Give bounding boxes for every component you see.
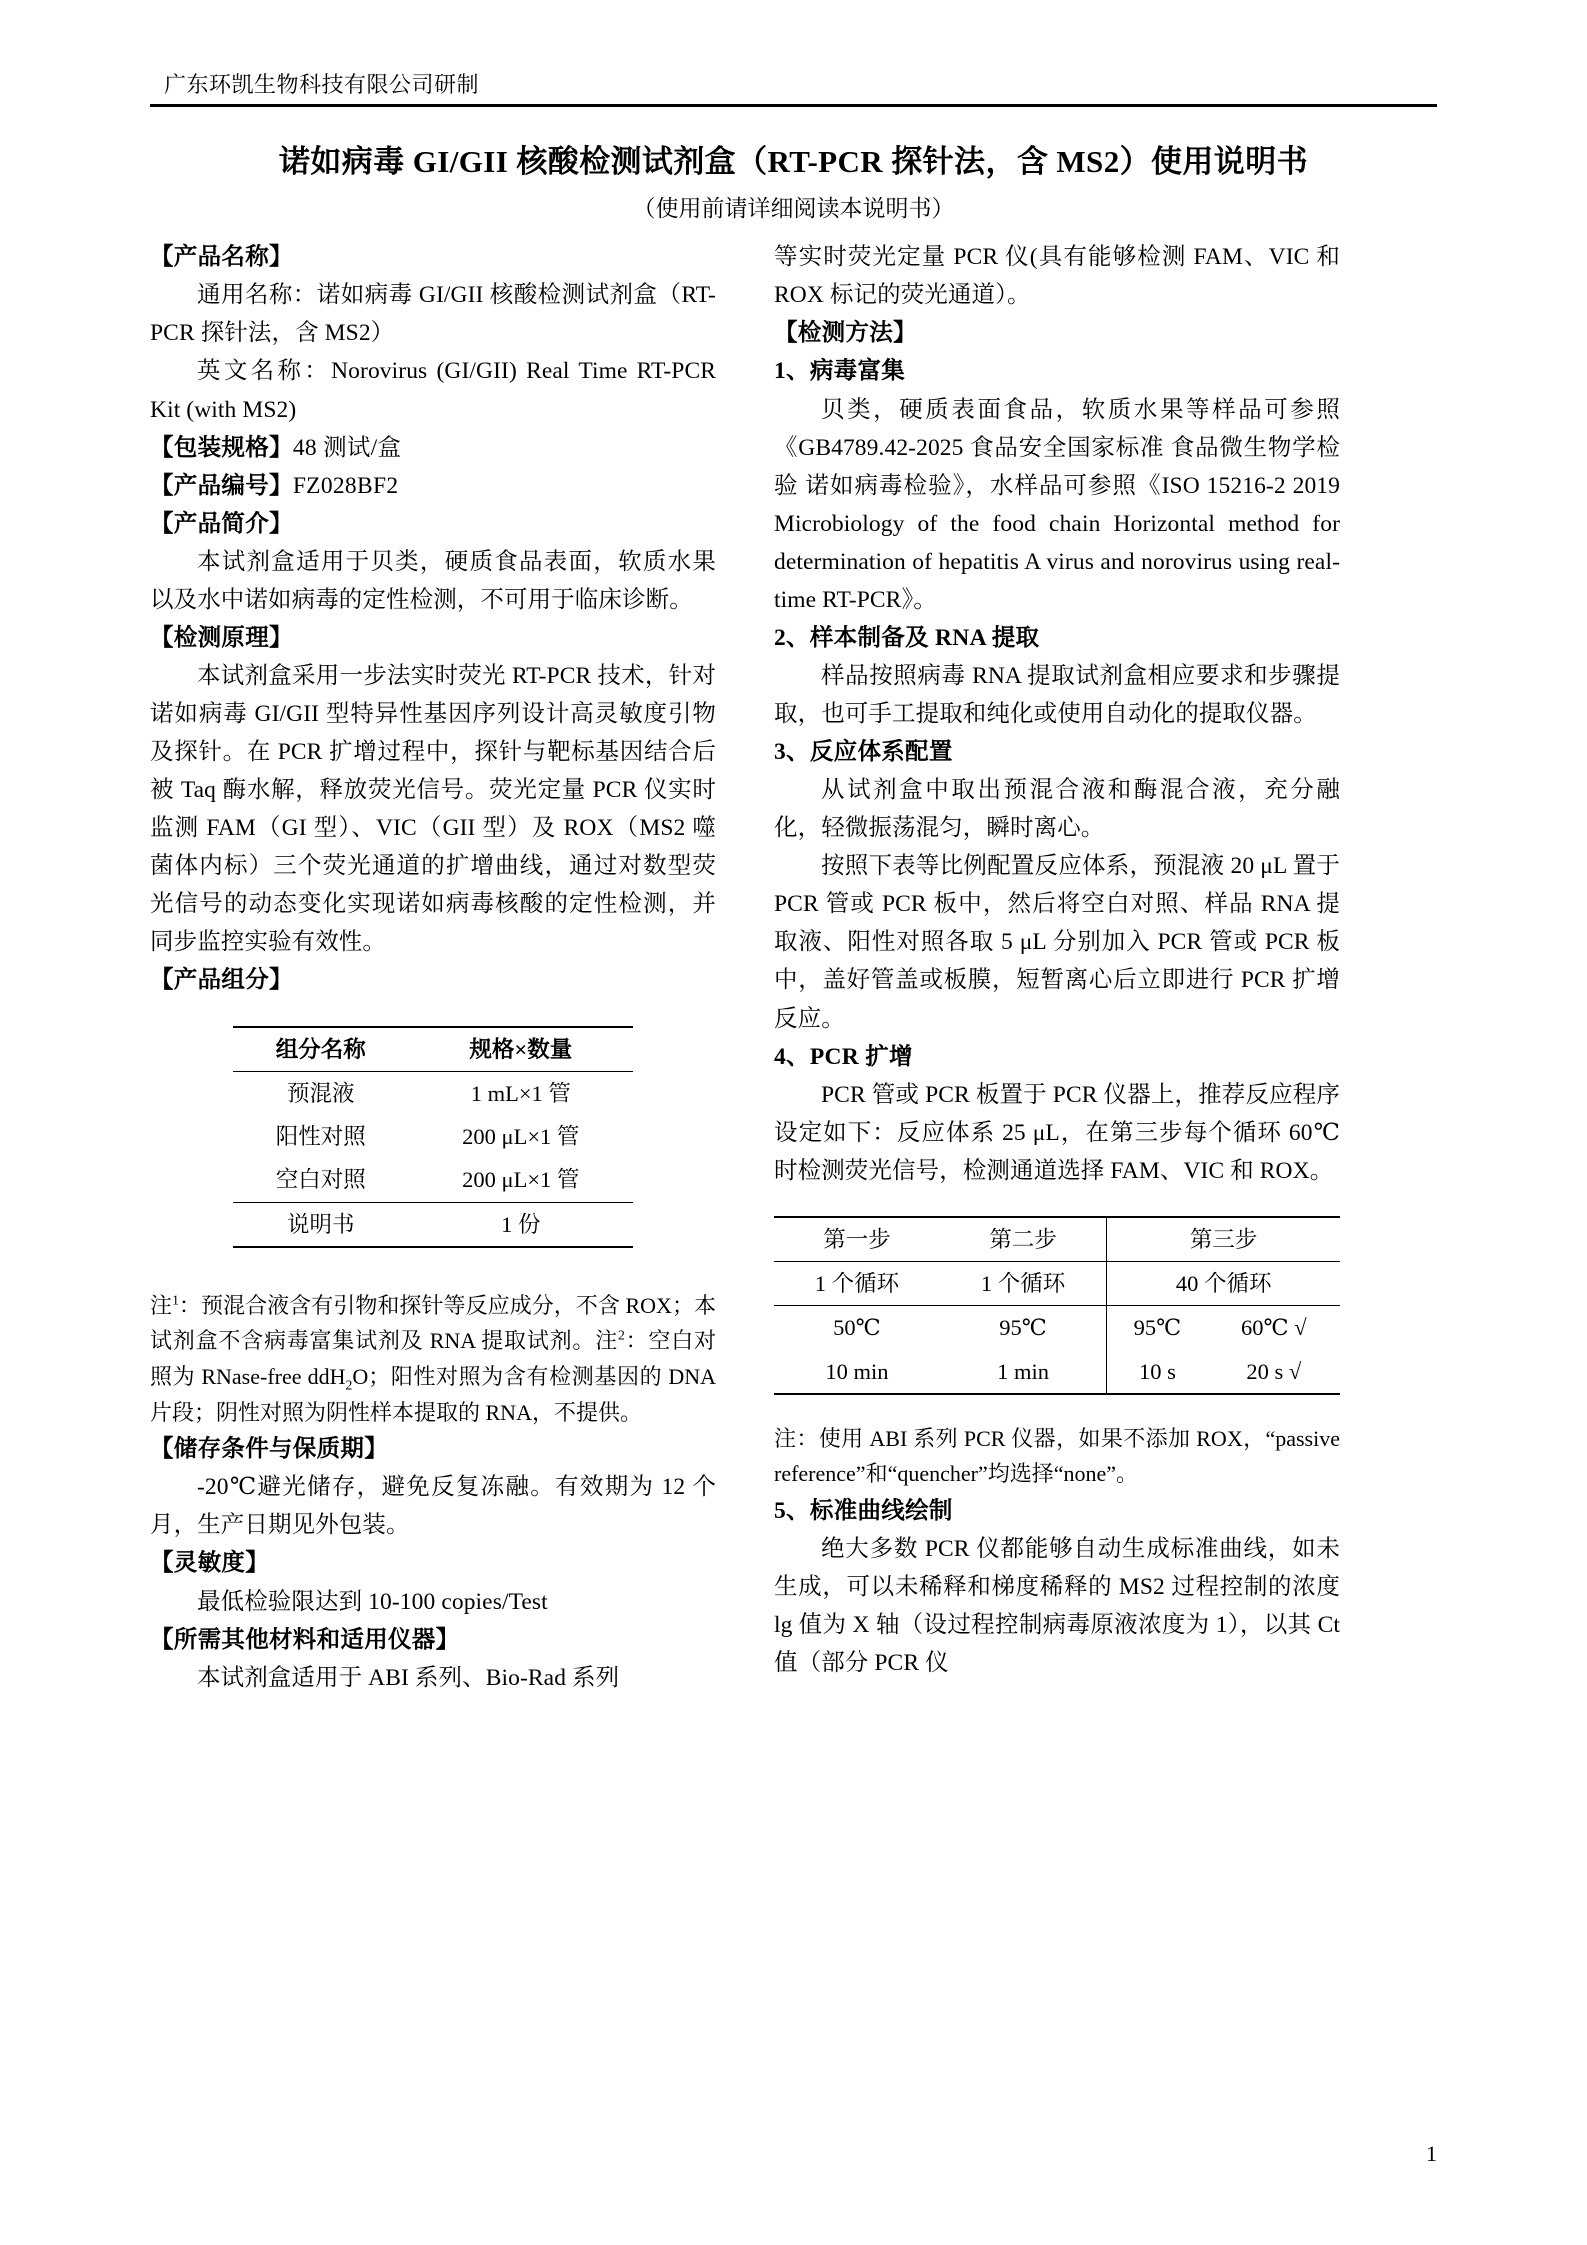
pcr-step3-header: 第三步 bbox=[1107, 1217, 1340, 1262]
footnote-2-subscript: 2 bbox=[345, 1377, 353, 1393]
pcr-program-table bbox=[774, 1216, 1340, 1395]
package-spec-value: 48 测试/盒 bbox=[292, 434, 402, 461]
footnote-2-label: 注 bbox=[595, 1328, 619, 1354]
product-code-value: FZ028BF2 bbox=[292, 472, 399, 499]
pcr-step1-temp: 50℃ bbox=[833, 1315, 881, 1341]
table-row bbox=[233, 1158, 633, 1202]
section-product-code bbox=[150, 467, 716, 505]
method-step2-heading: 2、样本制备及 RNA 提取 bbox=[774, 624, 1040, 651]
sensitivity-body: 最低检验限达到 10-100 copies/Test bbox=[197, 1588, 548, 1615]
method-step1-body: 贝类，硬质表面食品，软质水果等样品可参照《GB4789.42-2025 食品安全国家标准 食品微生物学检验 诺如病毒检验》，水样品可参照《ISO 15216-2 2019 Microbiology of the food chain Horizontal method for determination of hepatitis A virus and norovirus using real-time RT-PCR》。 bbox=[774, 396, 1340, 613]
pcr-table-header-row bbox=[774, 1217, 1340, 1262]
method-step3-body-2: 按照下表等比例配置反应体系，预混液 20 μL 置于 PCR 管或 PCR 板中，然后将空白对照、样品 RNA 提取液、阳性对照各取 5 μL 分别加入 PCR 管或 PCR 板中，盖好管盖或板膜，短暂离心后立即进行 PCR 扩增反应。 bbox=[774, 853, 1340, 1032]
pcr-step3b-time: 20 s √ bbox=[1208, 1350, 1340, 1394]
components-footnotes bbox=[150, 1288, 716, 1431]
component-name: 预混液 bbox=[287, 1080, 355, 1106]
pcr-step1-cycles: 1 个循环 bbox=[774, 1262, 940, 1306]
instrument-continued-text: 等实时荧光定量 PCR 仪(具有能够检测 FAM、VIC 和 ROX 标记的荧光通道）。 bbox=[774, 244, 1340, 309]
components-col-name: 组分名称 bbox=[233, 1027, 409, 1072]
header-divider bbox=[150, 104, 1437, 107]
pcr-step1-header: 第一步 bbox=[774, 1217, 940, 1262]
pcr-table-temperature-row bbox=[774, 1306, 1340, 1350]
right-column bbox=[774, 238, 1340, 1682]
other-materials-body: 本试剂盒适用于 ABI 系列、Bio-Rad 系列 bbox=[197, 1664, 620, 1691]
pcr-step1-time: 10 min bbox=[774, 1350, 940, 1394]
pcr-step3a-temp: 95℃ bbox=[1107, 1306, 1208, 1350]
pcr-step3-cycles: 40 个循环 bbox=[1107, 1262, 1340, 1306]
section-product-name-heading: 【产品名称】 bbox=[150, 244, 293, 271]
pcr-step3b-temp: 60℃ √ bbox=[1241, 1315, 1307, 1341]
section-principle-heading: 【检测原理】 bbox=[150, 624, 293, 651]
package-spec-heading: 【包装规格】 bbox=[150, 434, 293, 461]
components-col-spec: 规格×数量 bbox=[409, 1027, 633, 1072]
product-intro-body: 本试剂盒适用于贝类，硬质食品表面，软质水果以及水中诺如病毒的定性检测，不可用于临床诊断。 bbox=[150, 548, 716, 613]
left-column bbox=[150, 238, 716, 1696]
component-name: 阳性对照 bbox=[275, 1124, 366, 1150]
footnote-1-label: 注 bbox=[150, 1292, 173, 1318]
component-spec: 200 μL×1 管 bbox=[462, 1167, 580, 1193]
method-step4-body: PCR 管或 PCR 板置于 PCR 仪器上，推荐反应程序设定如下：反应体系 25 μL，在第三步每个循环 60℃时检测荧光信号，检测通道选择 FAM、VIC 和 ROX。 bbox=[774, 1081, 1340, 1184]
footnote-1-marker: 1 bbox=[172, 1292, 179, 1308]
footnote-2-text: ：空白对照为 RNase-free ddH bbox=[150, 1328, 716, 1390]
component-spec: 1 份 bbox=[409, 1202, 633, 1247]
method-step5-heading: 5、标准曲线绘制 bbox=[774, 1498, 953, 1525]
method-step3-heading: 3、反应体系配置 bbox=[774, 739, 953, 766]
storage-body: -20℃避光储存，避免反复冻融。有效期为 12 个月，生产日期见外包装。 bbox=[150, 1474, 716, 1539]
table-header-row bbox=[233, 1027, 633, 1072]
table-row bbox=[233, 1115, 633, 1158]
pcr-step3a-time: 10 s bbox=[1107, 1350, 1208, 1394]
component-spec: 1 mL×1 管 bbox=[470, 1080, 571, 1106]
table-row bbox=[233, 1071, 633, 1115]
method-step5-body: 绝大多数 PCR 仪都能够自动生成标准曲线，如未生成，可以未稀释和梯度稀释的 MS2 过程控制的浓度 lg 值为 X 轴（设过程控制病毒原液浓度为 1），以其 Ct 值（部分 PCR 仪 bbox=[774, 1536, 1340, 1677]
components-table bbox=[233, 1026, 633, 1248]
page-title: 诺如病毒 GI/GII 核酸检测试剂盒（RT-PCR 探针法，含 MS2）使用说明书 bbox=[279, 144, 1308, 180]
section-sensitivity-heading: 【灵敏度】 bbox=[150, 1550, 269, 1577]
section-method-heading: 【检测方法】 bbox=[774, 320, 917, 347]
component-name: 说明书 bbox=[233, 1202, 409, 1247]
pcr-step2-header: 第二步 bbox=[940, 1217, 1107, 1262]
section-components-heading: 【产品组分】 bbox=[150, 967, 293, 994]
pcr-table-time-row bbox=[774, 1350, 1340, 1394]
method-step4-heading: 4、PCR 扩增 bbox=[774, 1043, 913, 1070]
section-product-intro-heading: 【产品简介】 bbox=[150, 510, 293, 537]
component-spec: 200 μL×1 管 bbox=[462, 1124, 580, 1150]
two-column-body bbox=[150, 238, 1437, 1696]
pcr-step2-cycles: 1 个循环 bbox=[940, 1262, 1107, 1306]
footnote-1-text: ：预混合液含有引物和探针等反应成分，不含 ROX；本试剂盒不含病毒富集试剂及 RNA 提取试剂。 bbox=[150, 1292, 716, 1354]
product-code-heading: 【产品编号】 bbox=[150, 472, 293, 499]
footnote-2-text-cont: O；阳性对照为含有检测基因的 DNA 片段；阴性对照为阴性样本提取的 RNA，不提供。 bbox=[150, 1364, 716, 1425]
pcr-step2-temp: 95℃ bbox=[999, 1315, 1047, 1341]
page-subtitle: （使用前请详细阅读本说明书） bbox=[632, 196, 955, 222]
method-step1-heading: 1、病毒富集 bbox=[774, 358, 906, 385]
footnote-2-marker: 2 bbox=[618, 1328, 625, 1344]
running-header: 广东环凯生物科技有限公司研制 bbox=[164, 72, 480, 97]
method-step2-body: 样品按照病毒 RNA 提取试剂盒相应要求和步骤提取，也可手工提取和纯化或使用自动化的提取仪器。 bbox=[774, 662, 1340, 728]
product-generic-name: 通用名称：诺如病毒 GI/GII 核酸检测试剂盒（RT-PCR 探针法，含 MS2） bbox=[150, 282, 716, 347]
principle-body: 本试剂盒采用一步法实时荧光 RT-PCR 技术，针对诺如病毒 GI/GII 型特异性基因序列设计高灵敏度引物及探针。在 PCR 扩增过程中，探针与靶标基因结合后被 Taq 酶水解，释放荧光信号。荧光定量 PCR 仪实时监测 FAM（GI 型）、VIC（GII 型）及 ROX（MS2 噬菌体内标）三个荧光通道的扩增曲线，通过对数型荧光信号的动态变化实现诺如病毒核酸的定性检测，并同步监控实验有效性。 bbox=[150, 662, 716, 956]
section-other-materials-heading: 【所需其他材料和适用仪器】 bbox=[150, 1626, 460, 1653]
product-english-name: 英文名称：Norovirus (GI/GII) Real Time RT-PCR Kit (with MS2) bbox=[150, 358, 716, 423]
page-number: 1 bbox=[1426, 2141, 1437, 2166]
method-step3-body-1: 从试剂盒中取出预混合液和酶混合液，充分融化，轻微振荡混匀，瞬时离心。 bbox=[774, 777, 1340, 842]
section-storage-heading: 【储存条件与保质期】 bbox=[150, 1436, 388, 1463]
pcr-table-cycles-row bbox=[774, 1262, 1340, 1306]
pcr-table-note: 注：使用 ABI 系列 PCR 仪器，如果不添加 ROX，“passive reference”和“quencher”均选择“none”。 bbox=[774, 1425, 1340, 1487]
section-package-spec bbox=[150, 429, 716, 467]
pcr-step2-time: 1 min bbox=[940, 1350, 1107, 1394]
table-row bbox=[233, 1202, 633, 1247]
component-name: 空白对照 bbox=[275, 1167, 366, 1193]
